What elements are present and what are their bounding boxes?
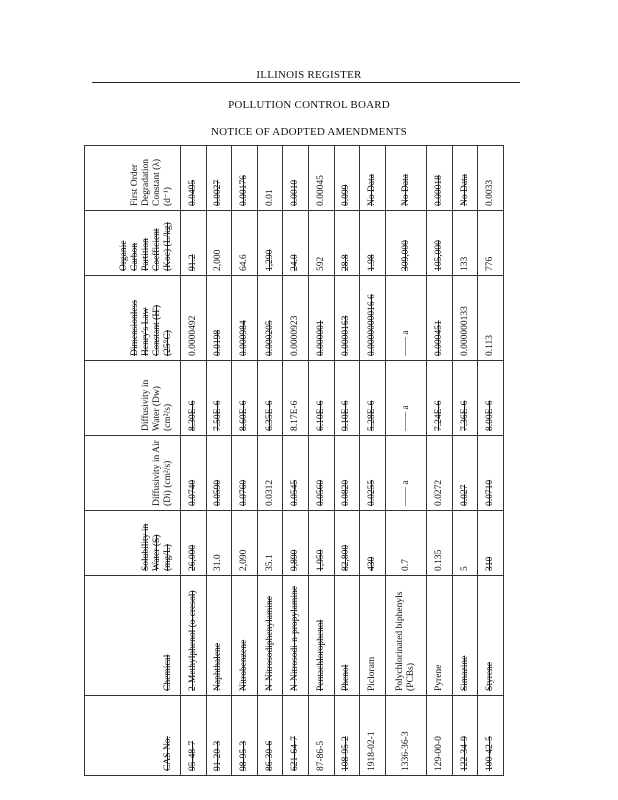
table-cell: 430	[360, 511, 386, 576]
column-header: Solubility in Water (S) (mg/L)	[85, 511, 181, 576]
table-cell: 2-Methylphenol (o-cresol)	[181, 576, 207, 696]
table-cell: 9.10E-6	[334, 361, 360, 436]
table-cell: 0.099	[334, 146, 360, 211]
table-cell: 0.0010	[283, 146, 309, 211]
table-cell: 0.0710	[478, 436, 504, 511]
table-body	[181, 146, 504, 776]
table-cell: 0.7	[385, 511, 426, 576]
table-cell: 0.0760	[232, 436, 258, 511]
table-cell: 2,000	[206, 211, 232, 276]
table-cell: Picloram	[360, 576, 386, 696]
table-row	[181, 146, 207, 776]
table-cell: No Data	[452, 146, 478, 211]
table-row	[334, 146, 360, 776]
table-row	[232, 146, 258, 776]
table-cell: 621-64-7	[283, 696, 309, 776]
header-row	[85, 146, 181, 776]
table-cell: 35.1	[257, 511, 283, 576]
table-cell: 0.0027	[206, 146, 232, 211]
table-cell: Polychlorinated biphenyls (PCBs)	[385, 576, 426, 696]
table-cell: Pentachlorophenol	[309, 576, 335, 696]
table-cell: 105,000	[427, 211, 453, 276]
table-row	[283, 146, 309, 776]
table-row	[385, 146, 426, 776]
table-cell: 0.0255	[360, 436, 386, 511]
column-header: Chemical	[85, 576, 181, 696]
table-cell: 1918-02-1	[360, 696, 386, 776]
table-cell: 0.0545	[283, 436, 309, 511]
table-row	[206, 146, 232, 776]
table-cell: 0.135	[427, 511, 453, 576]
table-cell: 8.00E-6	[478, 361, 504, 436]
table-cell: 0.0820	[334, 436, 360, 511]
table-cell: 0.00045	[309, 146, 335, 211]
table-cell: 0.0000163	[334, 276, 360, 361]
table-cell: 0.0590	[206, 436, 232, 511]
table-cell: 0.0000492	[181, 276, 207, 361]
table-row	[257, 146, 283, 776]
table-cell: —— a	[385, 276, 426, 361]
table-cell: 64.6	[232, 211, 258, 276]
table-cell: 310	[478, 511, 504, 576]
table-cell: 122-34-9	[452, 696, 478, 776]
table-cell: Pyrene	[427, 576, 453, 696]
table-cell: Naphthalene	[206, 576, 232, 696]
table-cell: 0.0198	[206, 276, 232, 361]
notice-title: NOTICE OF ADOPTED AMENDMENTS	[211, 126, 407, 138]
table-cell: Nitrobenzene	[232, 576, 258, 696]
table-cell: 8.60E-6	[232, 361, 258, 436]
table-cell: 95-48-7	[181, 696, 207, 776]
table-cell: 9,890	[283, 511, 309, 576]
table-cell: 0.0495	[181, 146, 207, 211]
table-cell: 108-95-2	[334, 696, 360, 776]
table-cell: 0.0033	[478, 146, 504, 211]
table-cell: Styrene	[478, 576, 504, 696]
table-cell: 1,950	[309, 511, 335, 576]
table-cell: 0.113	[478, 276, 504, 361]
table-cell: 0.027	[452, 436, 478, 511]
table-row	[452, 146, 478, 776]
rotated-table	[84, 146, 504, 776]
column-header: First Order Degradation Constant (λ) (d⁻¹)	[85, 146, 181, 211]
table-row	[427, 146, 453, 776]
table-cell: 1336-36-3	[385, 696, 426, 776]
table-cell: 129-00-0	[427, 696, 453, 776]
chemical-properties-table-container	[84, 146, 504, 776]
column-header: Dimensionless Henry's Law Constant (H') (25°C)	[85, 276, 181, 361]
table-cell: 0.01	[257, 146, 283, 211]
table-cell: 2,090	[232, 511, 258, 576]
table-cell: 0.0272	[427, 436, 453, 511]
table-cell: 91.2	[181, 211, 207, 276]
table-cell: 0.000984	[232, 276, 258, 361]
table-cell: 28.8	[334, 211, 360, 276]
table-cell: 7.50E-6	[206, 361, 232, 436]
table-cell: Phenol	[334, 576, 360, 696]
table-cell: 5	[452, 511, 478, 576]
table-cell: 100-42-5	[478, 696, 504, 776]
table-cell: 86-30-6	[257, 696, 283, 776]
table-cell: 8.17E-6	[283, 361, 309, 436]
table-cell: 26,000	[181, 511, 207, 576]
column-header: CAS No.	[85, 696, 181, 776]
table-cell: 24.0	[283, 211, 309, 276]
table-cell: 1.98	[360, 211, 386, 276]
table-cell: 98-95-3	[232, 696, 258, 776]
table-cell: 309,000	[385, 211, 426, 276]
table-row	[360, 146, 386, 776]
table-cell: —— a	[385, 361, 426, 436]
table-cell: 0.0312	[257, 436, 283, 511]
table-cell: 0.0000000016 6	[360, 276, 386, 361]
board-title: POLLUTION CONTROL BOARD	[228, 99, 390, 111]
table-cell: 1,290	[257, 211, 283, 276]
table-cell: 0.000001	[309, 276, 335, 361]
table-cell: N-Nitrosodi-n-propylamine	[283, 576, 309, 696]
table-cell: Simazine	[452, 576, 478, 696]
table-cell: 0.0740	[181, 436, 207, 511]
table-cell: 776	[478, 211, 504, 276]
table-cell: 31.0	[206, 511, 232, 576]
table-cell: 6.35E-6	[257, 361, 283, 436]
chemical-properties-table	[84, 145, 504, 776]
table-cell: N-Nitrosodiphenylamine	[257, 576, 283, 696]
table-cell: 0.00018	[427, 146, 453, 211]
table-cell: 7.24E-6	[427, 361, 453, 436]
table-cell: No Data	[360, 146, 386, 211]
column-header: Diffusivity in Water (Dw) (cm²/s)	[85, 361, 181, 436]
table-cell: 0.000451	[427, 276, 453, 361]
table-row	[309, 146, 335, 776]
table-cell: 87-86-5	[309, 696, 335, 776]
table-cell: 0.000205	[257, 276, 283, 361]
table-cell: 6.10E-6	[309, 361, 335, 436]
table-cell: 8.30E-6	[181, 361, 207, 436]
column-header: Organic Carbon Partition Coefficient (Koc) (L/kg)	[85, 211, 181, 276]
table-cell: 133	[452, 211, 478, 276]
table-cell: 0.000000133	[452, 276, 478, 361]
table-cell: 0.00176	[232, 146, 258, 211]
header-rule	[92, 82, 520, 83]
table-cell: 91-20-3	[206, 696, 232, 776]
table-cell: 0.0000923	[283, 276, 309, 361]
table-cell: 5.28E-6	[360, 361, 386, 436]
register-title: ILLINOIS REGISTER	[256, 69, 362, 81]
table-cell: No Data	[385, 146, 426, 211]
table-cell: 0.0560	[309, 436, 335, 511]
column-header: Diffusivity in Air (Di) (cm²/s)	[85, 436, 181, 511]
table-cell: 82,800	[334, 511, 360, 576]
table-cell: —— a	[385, 436, 426, 511]
table-cell: 592	[309, 211, 335, 276]
table-cell: 7.36E-6	[452, 361, 478, 436]
table-row	[478, 146, 504, 776]
